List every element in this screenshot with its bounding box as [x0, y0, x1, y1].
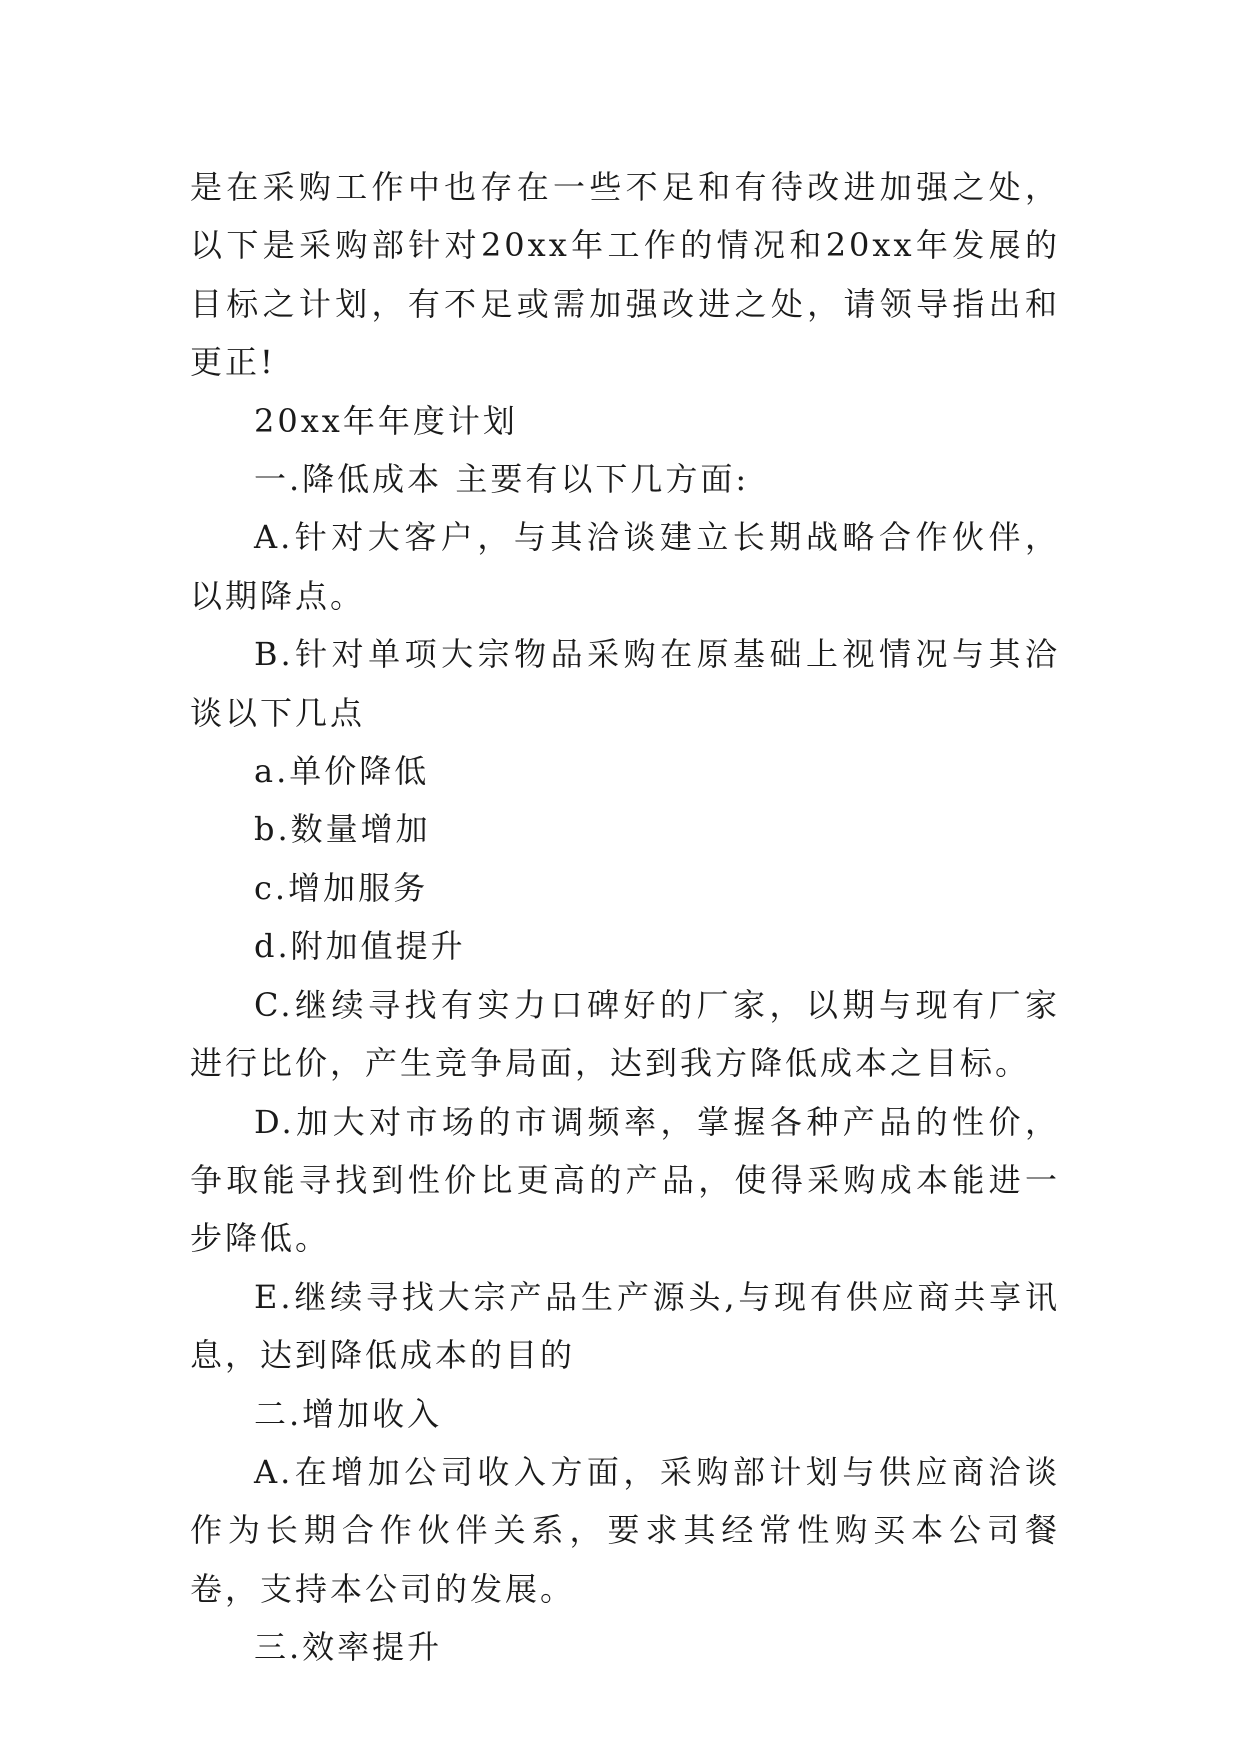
section-heading-cost-reduction: 一.降低成本 主要有以下几方面:	[254, 460, 750, 499]
paragraph-item-b: B.针对单项大宗物品采购在原基础上视情况与其洽谈以下几点	[190, 635, 1060, 732]
paragraph-item-d: D.加大对市场的市调频率，掌握各种产品的性价，争取能寻找到性价比更高的产品，使得采购成本能进一步降低。	[190, 1102, 1060, 1258]
plan-title: 20xx年年度计划	[254, 401, 518, 440]
paragraph-item-e: E.继续寻找大宗产品生产源头,与现有供应商共享讯息，达到降低成本的目的	[190, 1277, 1060, 1375]
sub-item-a: a.单价降低	[254, 752, 430, 791]
sub-item-c: c.增加服务	[254, 868, 429, 907]
section-heading-efficiency: 三.效率提升	[254, 1628, 443, 1667]
paragraph-income-item-a: A.在增加公司收入方面，采购部计划与供应商洽谈作为长期合作伙伴关系，要求其经常性购买本公司餐卷，支持本公司的发展。	[190, 1452, 1060, 1608]
paragraph-item-c: C.继续寻找有实力口碑好的厂家，以期与现有厂家进行比价，产生竞争局面，达到我方降低成本之目标。	[190, 985, 1060, 1083]
sub-item-b: b.数量增加	[254, 810, 431, 849]
document-body	[190, 158, 1060, 1677]
paragraph-intro: 是在采购工作中也存在一些不足和有待改进加强之处，以下是采购部针对20xx年工作的情况和20xx年发展的目标之计划，有不足或需加强改进之处，请领导指出和更正!	[190, 168, 1060, 382]
paragraph-item-a: A.针对大客户，与其洽谈建立长期战略合作伙伴，以期降点。	[190, 518, 1060, 615]
sub-item-d: d.附加值提升	[254, 927, 466, 966]
section-heading-increase-income: 二.增加收入	[254, 1394, 443, 1433]
